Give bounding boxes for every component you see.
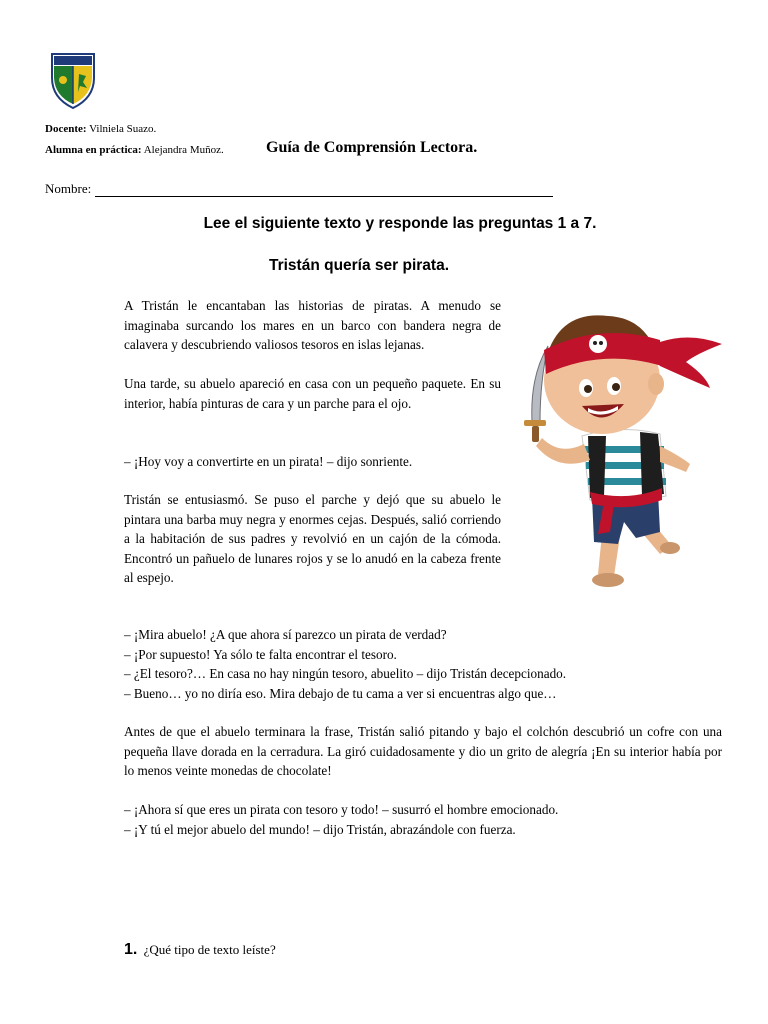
student-teacher-name: Alejandra Muñoz.	[143, 144, 224, 156]
dialog-line: – Bueno… yo no diría eso. Mira debajo de tu cama a ver si encuentras algo que…	[124, 685, 557, 701]
name-field[interactable]	[45, 181, 553, 197]
story-paragraph-5: Antes de que el abuelo terminara la frase, Tristán salió pitando y bajo el colchón descubrió un cofre con una pequeña llave dorada en la cerradura. La giró cuidadosamente y dio un grito de alegría ¡En su interior había por lo menos veinte monedas de chocolate!	[124, 724, 722, 778]
instruction-heading: Lee el siguiente texto y responde las preguntas 1 a 7.	[203, 215, 597, 232]
question-text: ¿Qué tipo de texto leíste?	[143, 942, 276, 957]
story-paragraph-4: Tristán se entusiasmó. Se puso el parche y dejó que su abuelo le pintara una barba muy negra y enormes cejas. Después, salió corriendo a la habitación de sus padres y revolvió en un cajón de la cómoda. Encontró un pañuelo de lunares rojos y se lo anudó en la cabeza frente al espejo.	[124, 492, 501, 585]
dialog-block-2	[124, 800, 724, 839]
dialog-line: – ¡Mira abuelo! ¿A que ahora sí parezco un pirata de verdad?	[124, 627, 447, 642]
teacher-label: Docente:	[45, 123, 87, 135]
school-crest-logo	[48, 48, 98, 110]
student-teacher-label: Alumna en práctica:	[45, 144, 142, 156]
dialog-line: – ¡Por supuesto! Ya sólo te falta encontrar el tesoro.	[124, 646, 397, 662]
guide-title: Guía de Comprensión Lectora.	[266, 139, 478, 156]
teacher-name: Vilniela Suazo.	[89, 123, 157, 135]
name-blank-line[interactable]	[95, 183, 553, 197]
name-label: Nombre:	[45, 181, 92, 196]
pirate-boy-illustration	[510, 296, 724, 596]
dialog-line: – ¿El tesoro?… En casa no hay ningún tesoro, abuelito – dijo Tristán decepcionado.	[124, 666, 567, 681]
teacher-line	[45, 123, 156, 135]
story-paragraph-2: Una tarde, su abuelo apareció en casa con un pequeño paquete. En su interior, había pinturas de cara y un parche para el ojo.	[124, 376, 501, 411]
dialog-line: – ¡Y tú el mejor abuelo del mundo! – dijo Tristán, abrazándole con fuerza.	[124, 821, 516, 837]
student-teacher-line	[45, 144, 224, 156]
question-number: 1.	[124, 941, 138, 958]
dialog-block-1	[124, 625, 724, 703]
story-paragraph-1: A Tristán le encantaban las historias de piratas. A menudo se imaginaba surcando los mares en un barco con bandera negra de calavera y descubriendo valiosos tesoros en islas lejanas.	[124, 298, 501, 352]
story-paragraph-3: – ¡Hoy voy a convertirte en un pirata! – dijo sonriente.	[124, 454, 413, 469]
dialog-line: – ¡Ahora sí que eres un pirata con tesoro y todo! – susurró el hombre emocionado.	[124, 802, 559, 817]
story-title: Tristán quería ser pirata.	[268, 257, 450, 274]
question-1	[124, 941, 276, 959]
